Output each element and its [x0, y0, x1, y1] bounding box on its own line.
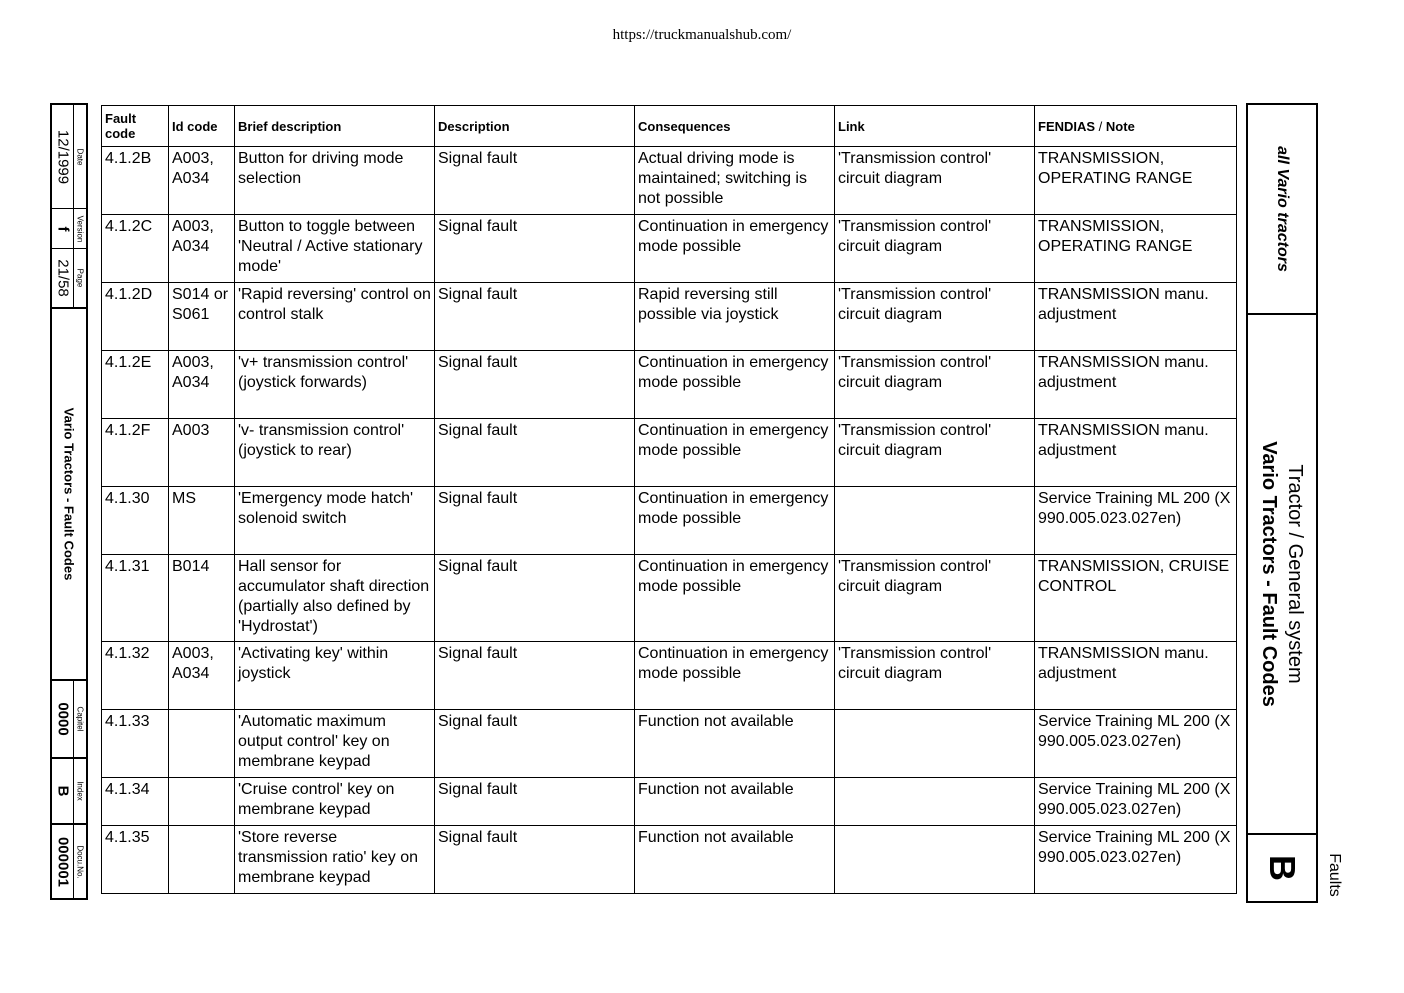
brief-description-cell-text: 'Automatic maximum output control' key on membrane keypad	[238, 713, 390, 770]
id-code-cell	[169, 215, 235, 283]
fault-code-cell-text: 4.1.30	[105, 490, 150, 507]
consequences-cell-text: Actual driving mode is maintained; switching is not possible	[638, 150, 807, 207]
fault-code-cell-text: 4.1.2B	[105, 150, 152, 167]
chapter-value: 0000	[54, 702, 72, 736]
brief-description-cell-text: 'Rapid reversing' control on control stalk	[238, 286, 431, 323]
description-cell-text: Signal fault	[438, 713, 518, 730]
note-cell	[1035, 642, 1237, 710]
note-cell	[1035, 147, 1237, 215]
link-cell	[835, 351, 1035, 419]
system-title-line2: Vario Tractors - Fault Codes	[1258, 441, 1280, 707]
table-row	[102, 283, 1237, 351]
header-consequences: Consequences	[635, 106, 835, 147]
applicability-cell	[1248, 105, 1316, 315]
link-cell-text: 'Transmission control' circuit diagram	[838, 645, 992, 682]
table-row	[102, 826, 1237, 894]
consequences-cell-text: Continuation in emergency mode possible	[638, 422, 829, 459]
fault-code-cell	[102, 778, 169, 826]
system-title-line1: Tractor / General system	[1284, 464, 1306, 684]
table-row	[102, 351, 1237, 419]
page-cell	[52, 249, 86, 309]
id-code-cell	[169, 778, 235, 826]
brief-description-cell-text: Hall sensor for accumulator shaft direction (partially also defined by 'Hydrostat')	[238, 558, 430, 635]
consequences-cell	[635, 710, 835, 778]
brief-description-cell	[235, 215, 435, 283]
header-note: Note	[1105, 118, 1135, 134]
brief-description-cell-text: 'v- transmission control' (joystick to rear)	[238, 422, 405, 459]
version-value: f	[54, 226, 72, 231]
table-row	[102, 710, 1237, 778]
note-cell	[1035, 487, 1237, 555]
consequences-cell	[635, 147, 835, 215]
fault-code-cell	[102, 283, 169, 351]
brief-description-cell	[235, 351, 435, 419]
brief-description-cell	[235, 555, 435, 642]
table-row	[102, 555, 1237, 642]
brief-description-cell	[235, 778, 435, 826]
brief-description-cell	[235, 283, 435, 351]
consequences-cell	[635, 778, 835, 826]
consequences-cell-text: Function not available	[638, 713, 794, 730]
header-fendias-note	[1035, 106, 1237, 147]
system-title-cell	[1248, 315, 1316, 835]
index-letter-cell	[1248, 835, 1316, 901]
note-cell	[1035, 351, 1237, 419]
consequences-cell	[635, 419, 835, 487]
fault-code-cell	[102, 487, 169, 555]
fault-code-cell-text: 4.1.33	[105, 713, 150, 730]
consequences-cell	[635, 487, 835, 555]
table-row	[102, 215, 1237, 283]
header-link: Link	[835, 106, 1035, 147]
brief-description-cell	[235, 147, 435, 215]
index-value: B	[54, 785, 72, 797]
consequences-cell	[635, 283, 835, 351]
consequences-cell-text: Function not available	[638, 829, 794, 846]
description-cell-text: Signal fault	[438, 150, 518, 167]
table-row	[102, 419, 1237, 487]
right-info-strip	[1246, 103, 1318, 903]
consequences-cell	[635, 215, 835, 283]
id-code-cell	[169, 826, 235, 894]
index-letter: B	[1262, 855, 1303, 881]
fault-code-cell-text: 4.1.2C	[105, 218, 153, 235]
table-row	[102, 147, 1237, 215]
brief-description-cell	[235, 419, 435, 487]
consequences-cell	[635, 642, 835, 710]
fault-rows	[102, 147, 1237, 894]
brief-description-cell-text: 'Activating key' within joystick	[238, 645, 389, 682]
table-row	[102, 487, 1237, 555]
description-cell	[435, 283, 635, 351]
link-cell	[835, 487, 1035, 555]
section-label-cell	[1320, 850, 1348, 900]
description-cell-text: Signal fault	[438, 218, 518, 235]
note-cell-text: TRANSMISSION, CRUISE CONTROL	[1038, 558, 1230, 595]
description-cell-text: Signal fault	[438, 781, 518, 798]
id-code-cell	[169, 642, 235, 710]
description-cell-text: Signal fault	[438, 558, 518, 575]
consequences-cell-text: Function not available	[638, 781, 794, 798]
note-cell-text: TRANSMISSION, OPERATING RANGE	[1038, 150, 1193, 187]
link-cell	[835, 283, 1035, 351]
note-cell	[1035, 283, 1237, 351]
link-cell-text: 'Transmission control' circuit diagram	[838, 354, 992, 391]
consequences-cell-text: Continuation in emergency mode possible	[638, 218, 829, 255]
brief-description-cell-text: 'Emergency mode hatch' solenoid switch	[238, 490, 414, 527]
description-cell-text: Signal fault	[438, 490, 518, 507]
id-code-cell	[169, 419, 235, 487]
note-cell-text: TRANSMISSION, OPERATING RANGE	[1038, 218, 1193, 255]
note-cell	[1035, 826, 1237, 894]
description-cell-text: Signal fault	[438, 645, 518, 662]
fault-code-cell	[102, 419, 169, 487]
version-cell	[52, 209, 86, 249]
link-cell-text: 'Transmission control' circuit diagram	[838, 218, 992, 255]
date-label: Date	[75, 148, 85, 165]
table-row	[102, 778, 1237, 826]
brief-description-cell-text: Button to toggle between 'Neutral / Active stationary mode'	[238, 218, 423, 275]
description-cell-text: Signal fault	[438, 286, 518, 303]
fault-code-cell-text: 4.1.2E	[105, 354, 152, 371]
fault-code-cell-text: 4.1.2D	[105, 286, 153, 303]
id-code-cell-text: B014	[172, 558, 210, 575]
brief-description-cell	[235, 826, 435, 894]
id-code-cell-text: A003, A034	[172, 150, 214, 187]
table-row	[102, 642, 1237, 710]
consequences-cell-text: Continuation in emergency mode possible	[638, 354, 829, 391]
description-cell	[435, 642, 635, 710]
fault-code-cell-text: 4.1.35	[105, 829, 150, 846]
id-code-cell	[169, 555, 235, 642]
note-cell-text: Service Training ML 200 (X 990.005.023.027en)	[1038, 490, 1231, 527]
note-cell-text: TRANSMISSION manu. adjustment	[1038, 645, 1209, 682]
index-cell	[52, 759, 86, 825]
note-cell	[1035, 215, 1237, 283]
brief-description-cell	[235, 642, 435, 710]
note-cell	[1035, 419, 1237, 487]
description-cell	[435, 487, 635, 555]
consequences-cell-text: Continuation in emergency mode possible	[638, 490, 829, 527]
id-code-cell	[169, 487, 235, 555]
description-cell	[435, 419, 635, 487]
header-fault-code: Fault code	[102, 106, 169, 147]
note-cell-text: TRANSMISSION manu. adjustment	[1038, 422, 1209, 459]
consequences-cell-text: Continuation in emergency mode possible	[638, 558, 829, 595]
header-fendias: FENDIAS	[1038, 118, 1096, 134]
id-code-cell-text: A003, A034	[172, 354, 214, 391]
description-cell	[435, 710, 635, 778]
description-cell	[435, 555, 635, 642]
date-cell	[52, 105, 86, 209]
fault-code-cell	[102, 710, 169, 778]
link-cell-text: 'Transmission control' circuit diagram	[838, 558, 992, 595]
brief-description-cell-text: 'v+ transmission control' (joystick forwards)	[238, 354, 409, 391]
description-cell	[435, 826, 635, 894]
link-cell	[835, 710, 1035, 778]
id-code-cell	[169, 351, 235, 419]
doc-title: Vario Tractors - Fault Codes	[61, 407, 77, 581]
consequences-cell	[635, 351, 835, 419]
id-code-cell-text: A003	[172, 422, 210, 439]
fault-code-cell	[102, 826, 169, 894]
date-value: 12/1999	[54, 129, 72, 184]
fault-code-cell-text: 4.1.2F	[105, 422, 151, 439]
description-cell	[435, 215, 635, 283]
link-cell-text: 'Transmission control' circuit diagram	[838, 422, 992, 459]
note-cell-text: Service Training ML 200 (X 990.005.023.027en)	[1038, 829, 1231, 866]
fault-codes-table	[101, 105, 1237, 894]
note-cell-text: Service Training ML 200 (X 990.005.023.027en)	[1038, 781, 1231, 818]
consequences-cell-text: Continuation in emergency mode possible	[638, 645, 829, 682]
page-label: Page	[75, 268, 85, 288]
table-header-row	[102, 106, 1237, 147]
brief-description-cell-text: Button for driving mode selection	[238, 150, 404, 187]
consequences-cell	[635, 826, 835, 894]
description-cell	[435, 147, 635, 215]
note-cell-text: Service Training ML 200 (X 990.005.023.027en)	[1038, 713, 1231, 750]
applicability-text: all Vario tractors	[1274, 146, 1291, 272]
description-cell	[435, 778, 635, 826]
id-code-cell-text: A003, A034	[172, 645, 214, 682]
brief-description-cell-text: 'Store reverse transmission ratio' key on membrane keypad	[238, 829, 419, 886]
note-cell	[1035, 778, 1237, 826]
link-cell	[835, 642, 1035, 710]
index-label: Index	[75, 781, 85, 801]
note-cell-text: TRANSMISSION manu. adjustment	[1038, 354, 1209, 391]
chapter-cell	[52, 681, 86, 759]
consequences-cell-text: Rapid reversing still possible via joystick	[638, 286, 779, 323]
chapter-label: Capitel	[75, 706, 85, 732]
description-cell-text: Signal fault	[438, 422, 518, 439]
left-info-strip	[50, 103, 88, 900]
fault-code-cell	[102, 642, 169, 710]
header-fendias-separator: /	[1095, 118, 1106, 134]
consequences-cell	[635, 555, 835, 642]
fault-code-cell-text: 4.1.31	[105, 558, 150, 575]
header-brief-description: Brief description	[235, 106, 435, 147]
id-code-cell	[169, 710, 235, 778]
header-description: Description	[435, 106, 635, 147]
docu-cell	[52, 825, 86, 898]
fault-code-cell	[102, 147, 169, 215]
docu-label: Docu.No.	[75, 844, 85, 879]
brief-description-cell	[235, 710, 435, 778]
link-cell-text: 'Transmission control' circuit diagram	[838, 286, 992, 323]
fault-code-cell	[102, 215, 169, 283]
description-cell-text: Signal fault	[438, 829, 518, 846]
brief-description-cell	[235, 487, 435, 555]
id-code-cell-text: S014 or S061	[172, 286, 229, 323]
description-cell-text: Signal fault	[438, 354, 518, 371]
header-id-code: Id code	[169, 106, 235, 147]
fault-code-cell-text: 4.1.32	[105, 645, 150, 662]
id-code-cell	[169, 147, 235, 215]
link-cell-text: 'Transmission control' circuit diagram	[838, 150, 992, 187]
doc-title-cell	[52, 309, 86, 681]
source-url: https://truckmanualshub.com/	[612, 27, 792, 43]
link-cell	[835, 215, 1035, 283]
link-cell	[835, 555, 1035, 642]
description-cell	[435, 351, 635, 419]
link-cell	[835, 419, 1035, 487]
note-cell	[1035, 555, 1237, 642]
docu-value: 000001	[54, 836, 72, 887]
id-code-cell-text: A003, A034	[172, 218, 214, 255]
link-cell	[835, 778, 1035, 826]
brief-description-cell-text: 'Cruise control' key on membrane keypad	[238, 781, 395, 818]
link-cell	[835, 147, 1035, 215]
note-cell-text: TRANSMISSION manu. adjustment	[1038, 286, 1209, 323]
fault-code-cell	[102, 351, 169, 419]
fault-code-cell-text: 4.1.34	[105, 781, 150, 798]
version-label: Version	[75, 215, 85, 242]
link-cell	[835, 826, 1035, 894]
note-cell	[1035, 710, 1237, 778]
page-value: 21/58	[54, 259, 72, 297]
id-code-cell-text: MS	[172, 490, 196, 507]
section-label: Faults	[1326, 853, 1343, 897]
id-code-cell	[169, 283, 235, 351]
fault-code-cell	[102, 555, 169, 642]
